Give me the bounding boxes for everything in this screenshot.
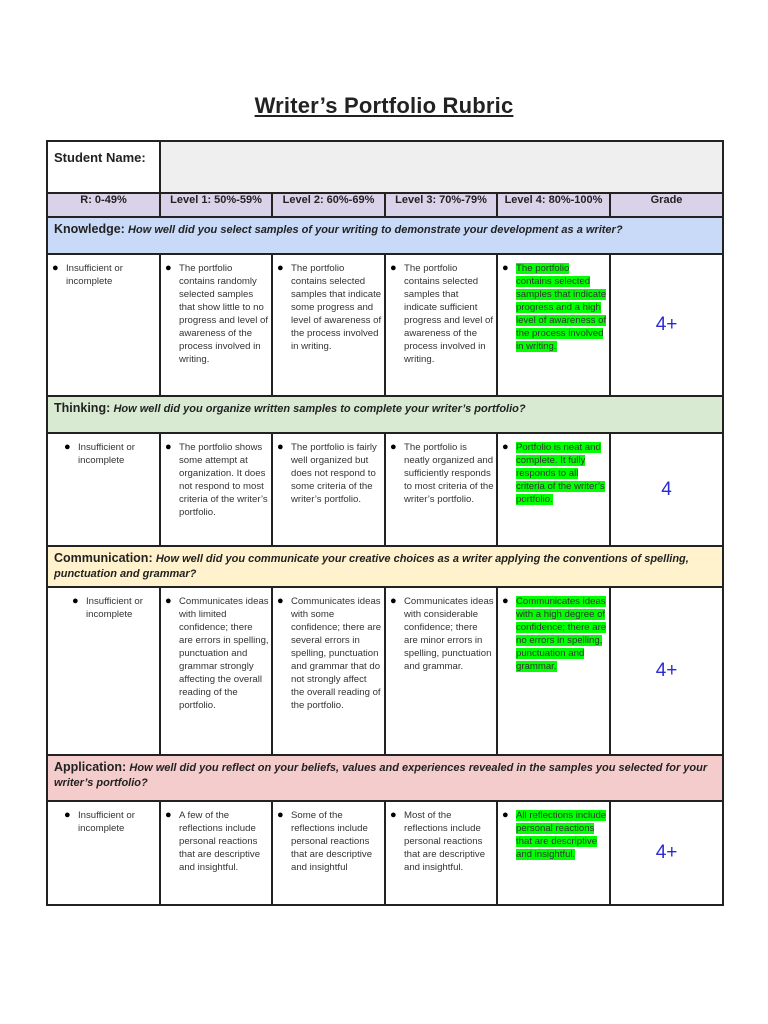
criterion-label: Thinking: xyxy=(54,401,111,415)
bullet-icon: ● xyxy=(165,441,172,453)
criterion-question: How well did you select samples of your writing to demonstrate your development as a writer? xyxy=(128,224,623,236)
descriptor-text: Some of the reflections include personal reactions that are descriptive and insightful xyxy=(291,810,373,873)
header-level-1: Level 1: 50%-59% xyxy=(160,193,272,217)
descriptor-text: The portfolio contains randomly selected samples that show little to no progress and level of awareness of the process involved in writing. xyxy=(179,263,269,365)
descriptor-r xyxy=(47,801,160,905)
descriptor-level-4-highlighted xyxy=(497,801,610,905)
section-row-knowledge xyxy=(47,217,723,254)
descriptor-level-2 xyxy=(272,433,385,546)
descriptor-level-4-highlighted xyxy=(497,433,610,546)
header-grade: Grade xyxy=(610,193,723,217)
descriptor-text: Most of the reflections include personal reactions that are descriptive and insightful. xyxy=(404,810,486,873)
bullet-icon: ● xyxy=(64,441,71,453)
criterion-question: How well did you organize written samples to complete your writer’s portfolio? xyxy=(113,403,526,415)
descriptor-text: The portfolio is fairly well organized but does not respond to some criteria of the writer’s portfolio. xyxy=(291,442,377,505)
descriptor-text: Communicates ideas with a high degree of confidence; there are no errors in spelling, punctuation and grammar. xyxy=(516,596,607,672)
descriptor-text: Insufficient or incomplete xyxy=(66,263,123,287)
section-heading-communication xyxy=(47,546,723,587)
bullet-icon: ● xyxy=(64,809,71,821)
descriptor-text: Communicates ideas with some confidence; there are several errors in spelling, punctuation and grammar that do not strongly affect the overall reading of the portfolio. xyxy=(291,596,382,711)
descriptor-row-thinking xyxy=(47,433,723,546)
descriptor-text: Communicates ideas with limited confidence; there are errors in spelling, punctuation and grammar strongly affecting the overall reading of the portfolio. xyxy=(179,596,269,711)
level-header-row xyxy=(47,193,723,217)
header-r: R: 0-49% xyxy=(47,193,160,217)
section-row-communication xyxy=(47,546,723,587)
criterion-question: How well did you communicate your creative choices as a writer applying the conventions of spelling, punctuation and grammar? xyxy=(54,553,689,580)
descriptor-text: The portfolio contains selected samples that indicate some progress and level of awareness of the process involved in writing. xyxy=(291,263,382,352)
descriptor-text: Portfolio is neat and complete. It fully responds to all criteria of the writer’s portfolio. xyxy=(516,442,605,505)
bullet-icon: ● xyxy=(390,441,397,453)
descriptor-r xyxy=(47,587,160,755)
header-level-4: Level 4: 80%-100% xyxy=(497,193,610,217)
grade-value: 4 xyxy=(610,433,723,546)
descriptor-text: All reflections include personal reactions that are descriptive and insightful. xyxy=(516,810,607,860)
bullet-icon: ● xyxy=(277,441,284,453)
descriptor-level-1 xyxy=(160,254,272,396)
descriptor-level-2 xyxy=(272,587,385,755)
descriptor-text: The portfolio contains selected samples that indicate progress and a high level of awareness of the process involved in writing. xyxy=(516,263,607,352)
section-heading-application xyxy=(47,755,723,801)
criterion-question: How well did you reflect on your beliefs, values and experiences revealed in the samples you selected for your writer’s portfolio? xyxy=(54,762,708,789)
page-title: Writer’s Portfolio Rubric xyxy=(254,93,514,118)
descriptor-text: The portfolio contains selected samples that indicate sufficient progress and level of awareness of the process involved in writing. xyxy=(404,263,494,365)
student-name-row xyxy=(47,141,723,193)
grade-value: 4+ xyxy=(610,254,723,396)
descriptor-text: A few of the reflections include personal reactions that are descriptive and insightful. xyxy=(179,810,261,873)
rubric-table xyxy=(46,140,724,906)
bullet-icon: ● xyxy=(277,809,284,821)
descriptor-text: Communicates ideas with considerable confidence; there are minor errors in spelling, punctuation and grammar. xyxy=(404,596,494,672)
descriptor-text: Insufficient or incomplete xyxy=(78,810,135,834)
bullet-icon: ● xyxy=(165,809,172,821)
grade-value: 4+ xyxy=(610,801,723,905)
descriptor-row-knowledge xyxy=(47,254,723,396)
descriptor-level-1 xyxy=(160,433,272,546)
descriptor-row-application xyxy=(47,801,723,905)
section-heading-thinking xyxy=(47,396,723,433)
descriptor-level-4-highlighted xyxy=(497,587,610,755)
criterion-label: Application: xyxy=(54,760,127,774)
bullet-icon: ● xyxy=(390,262,397,274)
bullet-icon: ● xyxy=(277,595,284,607)
descriptor-text: Insufficient or incomplete xyxy=(86,596,143,620)
descriptor-text: The portfolio is neatly organized and sufficiently responds to most criteria of the writer’s portfolio. xyxy=(404,442,494,505)
section-row-application xyxy=(47,755,723,801)
descriptor-level-1 xyxy=(160,801,272,905)
descriptor-level-3 xyxy=(385,433,497,546)
student-name-label: Student Name: xyxy=(47,141,160,193)
bullet-icon: ● xyxy=(502,262,509,274)
header-level-3: Level 3: 70%-79% xyxy=(385,193,497,217)
descriptor-r xyxy=(47,254,160,396)
descriptor-text: Insufficient or incomplete xyxy=(78,442,135,466)
bullet-icon: ● xyxy=(165,595,172,607)
bullet-icon: ● xyxy=(502,441,509,453)
bullet-icon: ● xyxy=(277,262,284,274)
bullet-icon: ● xyxy=(502,595,509,607)
descriptor-level-2 xyxy=(272,254,385,396)
grade-value: 4+ xyxy=(610,587,723,755)
section-heading-knowledge xyxy=(47,217,723,254)
bullet-icon: ● xyxy=(52,262,59,274)
descriptor-level-4-highlighted xyxy=(497,254,610,396)
student-name-field[interactable] xyxy=(160,141,723,193)
descriptor-level-3 xyxy=(385,801,497,905)
header-level-2: Level 2: 60%-69% xyxy=(272,193,385,217)
descriptor-level-2 xyxy=(272,801,385,905)
criterion-label: Communication: xyxy=(54,551,153,565)
descriptor-level-3 xyxy=(385,587,497,755)
bullet-icon: ● xyxy=(165,262,172,274)
bullet-icon: ● xyxy=(502,809,509,821)
descriptor-text: The portfolio shows some attempt at organization. It does not respond to most criteria of the writer’s portfolio. xyxy=(179,442,268,518)
bullet-icon: ● xyxy=(390,809,397,821)
descriptor-r xyxy=(47,433,160,546)
descriptor-level-1 xyxy=(160,587,272,755)
bullet-icon: ● xyxy=(390,595,397,607)
descriptor-level-3 xyxy=(385,254,497,396)
section-row-thinking xyxy=(47,396,723,433)
bullet-icon: ● xyxy=(72,595,79,607)
descriptor-row-communication xyxy=(47,587,723,755)
criterion-label: Knowledge: xyxy=(54,222,125,236)
